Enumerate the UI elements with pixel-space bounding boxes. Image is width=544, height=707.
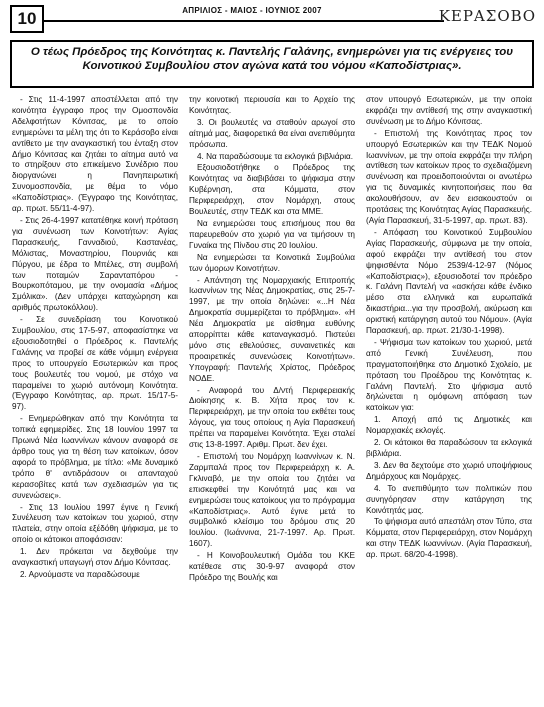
paragraph: - Ενημερώθηκαν από την Κοινότητα τα τοπικά εφημερίδες. Στις 18 Ιουνίου 1997 τα Πρωινά Νέα Ιωαννίνων κάνουν αναφορά σε άρθρο τους για τη θέση των κατοίκων, όσον αφορά το πρόβλημα, με τίτλο: «Με δυναμικό τρόπο θ' αντιδράσουν οι απανταχού κερασοβίτες κατά των σχεδιασμών για τις συνενώσεις». <box>12 414 178 500</box>
paragraph: 1. Αποχή από τις Δημοτικές και Νομαρχιακές εκλογές. <box>366 415 532 436</box>
article-title: Ο τέως Πρόεδρος της Κοινότητας κ. Παντελής Γαλάνης, ενημερώνει για τις ενέργειες του Κοινοτικού Συμβουλίου στον αγώνα κατά του νόμου «Καποδίστριας». <box>30 46 514 72</box>
paragraph: την κοινοτική περιουσία και το Αρχείο της Κοινότητας. <box>189 95 355 115</box>
column-3 <box>366 95 532 701</box>
paragraph: - Απόφαση του Κοινοτικού Συμβουλίου Αγίας Παρασκευής, σύμφωνα με την οποία, αφού εκφράζει την αντίθεσή του στον ψηφισθέντα Νόμο 2539/4-12-97 (Νόμος «Καποδίστριας»), εξουσιοδοτεί τον πρόεδρο κ. Γαλάνη Παντελή να «ασκήσει κάθε ένδικο μέσο στα ελληνικά και ευρωπαϊκά δικαστήρια...για την προσβολή, ακύρωση και οριστική κατάργηση αυτού του Νόμου». (Αγία Παρασκευή, αρ. πρωτ. 21/30-1-1998). <box>366 227 532 336</box>
paragraph: 2. Οι κάτοικοι θα παραδώσουν τα εκλογικά βιβλιάρια. <box>366 438 532 458</box>
paragraph: Να ενημερώσει τα Κοινοτικά Συμβούλια των όμορων Κοινοτήτων. <box>189 252 355 273</box>
paragraph: - Η Κοινοβουλευτική Ομάδα του ΚΚΕ κατέθεσε στις 30-9-97 αναφορά στον Πρόεδρο της Βουλής και <box>189 551 355 582</box>
paragraph: - Στις 13 Ιουλίου 1997 έγινε η Γενική Συνέλευση των κατοίκων του χωριού, στην πλατεία, στην οποία εξέδόθη ψήφισμα, με το οποίο οι κάτοικοι αποφάσισαν: <box>12 502 178 545</box>
header-rule <box>44 20 444 22</box>
paragraph: 3. Οι βουλευτές να σταθούν αρωγοί στο αίτημά μας, διαφορετικά θα είναι ανεπιθύμητα πρόσωπα. <box>189 117 355 149</box>
paragraph: - Σε συνεδρίαση του Κοινοτικού Συμβουλίου, στις 17-5-97, αποφασίστηκε να εξουσιοδοτηθεί ο Πρόεδρος κ. Παντελής Γαλάνης να προβεί σε κάθε νόμιμη ενέργεια προς το υπουργείο Εσωτερικών και προς τους βουλευτές του νομού, με στόχο να παραμείνει το χωριό αυτόνομη Κοινότητα. (Έγγραφο Κοινότητας, αρ. πρωτ. 15/17-5-97). <box>12 315 178 412</box>
paragraph: στον υπουργό Εσωτερικών, με την οποία εκφράζει την αντίθεσή της στην αναγκαστική συνένωση με το Δήμο Κόνιτσας. <box>366 95 532 126</box>
paragraph: - Ψήφισμα των κατοίκων του χωριού, μετά από Γενική Συνέλευση, που πραγματοποιήθηκε στο Δημοτικό Σχολείο, με πρόταση του Προέδρου της Κοινότητας κ. Γαλάνη Παντελή. Στο ψήφισμα αυτό δηλώνεται η ομόφωνη απόφαση των κατοίκων για: <box>366 337 532 413</box>
paragraph: 4. Το ανεπιθύμητο των πολιτικών που συνηγόρησαν στην κατάργηση της Κοινότητάς μας. <box>366 483 532 515</box>
paragraph: - Επιστολή του Νομάρχη Ιωαννίνων κ. Ν. Ζαρμπαλά προς τον Περιφερειάρχη κ. Α. Γκλιναβό, με την οποία του ζητάει να επισκεφθεί την Κοινότητά μας και να ενημερώσει τους κατοίκους για το πρόγραμμα «Καποδίστριας». Αυτό έγινε μετά το συμβολικό κλείσιμο του δρόμου στις 20 Ιουλίου. (Ιωάννινα, 21-7-1997. Αρ. Πρωτ. 1607). <box>189 452 355 549</box>
paragraph: - Απάντηση της Νομαρχιακής Επιτροπής Ιωαννίνων της Νέας Δημοκρατίας, στις 25-7-1997, με την οποία δηλώνει: «...Η Νέα Δημοκρατία συμμερίζεται το πρόβλημα». «Η Νέα Δημοκρατία με αίσθημα ευθύνης απορρίπτει κάθε καταναγκασμό. Πιστεύει μόνο στις εθελούσιες, συναινετικές και προαιρετικές συνενώσεις Κοινοτήτων». Υπογραφή: Παντελής Χρίστος, Πρόεδρος ΝΟΔΕ. <box>189 275 355 383</box>
paragraph: 2. Αρνούμαστε να παραδώσουμε <box>20 569 140 579</box>
paragraph: Να ενημερώσει τους επισήμους που θα παρευρεθούν στο χωριό για να τιμήσουν τη Γυναίκα της Πίνδου στις 20 Ιουλίου. <box>189 218 355 250</box>
article-title-box <box>10 40 534 88</box>
paragraph: 4. Να παραδώσουμε τα εκλογικά βιβλιάρια. <box>197 151 354 161</box>
paragraph: - Επιστολή της Κοινότητας προς τον υπουργό Εσωτερικών και την ΤΕΔΚ Νομού Ιωαννίνων, με την οποία εκφράζει την πλήρη αντίθεση των κατοίκων προς το σχεδιαζόμενη συνένωση και προειδοποιούνται οι ανωτέρω για τις δυναμικές κινητοποιήσεις που θα ακολουθήσουν, αν δεν εισακουστούν οι προτάσεις της Κοινότητας Αγίας Παρασκευής. (Αγία Παρασκευή, 31-5-1997, αρ. πρωτ. 83). <box>366 128 532 225</box>
masthead: ΚΕΡΑΣΟΒΟ <box>438 7 536 25</box>
column-2 <box>189 95 355 701</box>
paragraph: - Στις 11-4-1997 αποστέλλεται από την κοινότητα έγγραφο προς την Ομοσπονδία Αδελφοτήτων Κόνιτσας, με το οποίο ενημερώνει τα μέλη της ότι το Κεράσοβο είναι αντίθετο με την αναγκαστική του ένταξη στον Δήμο Κόνιτσας και ζητάει το αίτημα αυτό να το στηρίξουν στο επικείμενο Συνέδριο που διοργανώνει η Πανηπειρωτική Συνομοσπονδία, με θέμα το νόμο «Καποδίστριας». (Έγγραφο της Κοινότητας, αρ. πρωτ. 55/11-4-97). <box>12 95 178 214</box>
article-body <box>12 95 534 701</box>
paragraph: Εξουσιοδοτήθηκε ο Πρόεδρος της Κοινότητας να διαβιβάσει το ψήφισμα στην Κυβέρνηση, στα Κόμματα, στον Περιφερειάρχη, στον Νομάρχη, στους Βουλευτές, στην ΤΕΔΚ και στα ΜΜΕ. <box>189 163 355 217</box>
paragraph: - Στις 26-4-1997 κατατέθηκε κοινή πρόταση για συνένωση των Κοινοτήτων: Αγίας Παρασκευής, Γανναδιού, Καστανέας, Μόλιστας, Μοναστηρίου, Πουρνιάς και Πύργου, με έδρα το Μπέλες, στη συμβολή των ποταμών Σαρανταπόρου - Βουρκοπόταμου, με την ονομασία «Δήμος Σμόλικα». (Δεν υπάρχει καταχώρηση και αριθμός πρωτοκόλλου). <box>12 215 178 313</box>
issue-date: ΑΠΡΙΛΙΟΣ - ΜΑΙΟΣ - ΙΟΥΝΙΟΣ 2007 <box>182 6 322 15</box>
page-number: 10 <box>10 5 44 33</box>
paragraph: 3. Δεν θα δεχτούμε στο χωριό υποψήφιους Δημάρχους και Νομάρχες. <box>366 460 532 481</box>
paragraph: - Αναφορά του Δ/ντή Περιφερειακής Διοίκησης κ. Β. Χήτα προς τον κ. Περιφερειάρχη, με την οποία του εκθέτει τους λόγους, για τους οποίους η Αγία Παρασκευή πρέπει να παραμείνει Κοινότητα. Έχει σταλεί στις 13-8-1997. Αριθμ. Πρωτ. δεν έχει. <box>189 385 355 450</box>
paragraph: 1. Δεν πρόκειται να δεχθούμε την αναγκαστική υπαγωγή στον Δήμο Κόνιτσας. <box>12 547 178 568</box>
paragraph: Το ψήφισμα αυτό απεστάλη στον Τύπο, στα Κόμματα, στον Περιφερειάρχη, στον Νομάρχη και στην ΤΕΔΚ Ιωαννίνων. (Αγία Παρασκευή, αρ. πρωτ. 68/20-4-1998). <box>366 517 532 560</box>
page-header <box>6 4 538 32</box>
column-1 <box>12 95 178 701</box>
